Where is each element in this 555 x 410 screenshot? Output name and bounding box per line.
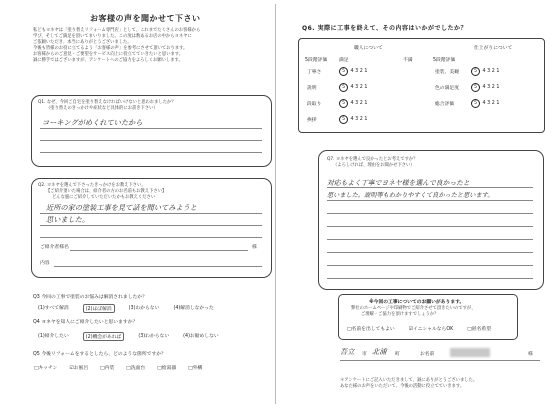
- q7-box: [318, 150, 544, 290]
- q7-hint: （よろしければ、理由をお聞かせ下さい）: [333, 163, 415, 168]
- q7-question: Q7. ヨネヤを選んで良かったとお考えですか？: [327, 157, 418, 162]
- q2-question: Q2. ヨネヤを選んで下さったきっかけをお教え下さい。: [38, 183, 146, 188]
- permission-option[interactable]: □名前を出してもよい: [347, 327, 395, 332]
- q6-rating-label: 5段階評価: [305, 58, 328, 63]
- q4-option[interactable]: (3)わからない: [138, 334, 170, 339]
- name-label: お名前: [420, 352, 435, 357]
- rating-scale[interactable]: 5 4 3 2 1: [471, 99, 499, 108]
- left-title: お客様の声を聞かせて下さい: [90, 14, 201, 23]
- q3-option-selected[interactable]: (2)ほぼ解消: [83, 304, 115, 313]
- q4-option[interactable]: (1)紹介したい: [38, 334, 69, 339]
- q3-option[interactable]: (4)解消しなかった: [173, 306, 214, 311]
- page-divider: [275, 4, 276, 404]
- rating-row-label: 総合評価: [435, 102, 455, 107]
- intro-line: 誠に勝手ではございますが、アンケートへのご協力をよろしくお願いします。: [33, 58, 183, 63]
- q1-hint: （塗り替えのきっかけや症状など具体的にお書き下さい）: [46, 106, 158, 111]
- permission-title: ※今回の工事についてのお願いがあります。: [369, 300, 465, 305]
- q6-rating-box: [298, 38, 545, 133]
- town-suffix: 町: [395, 352, 400, 357]
- rating-row-label: 色の満足度: [435, 86, 459, 91]
- rating-scale[interactable]: 5 4 3 2 1: [339, 115, 367, 124]
- q7-answer-line: 思いました。説明等もわかりやすくて良かったと思います。: [327, 192, 494, 199]
- ward-handwritten: 北浦: [372, 347, 387, 356]
- rating-row-label: 挨拶: [307, 118, 317, 123]
- permission-box: [338, 294, 518, 340]
- intro-line: 私どもヨネヤは「塗り替えリフォーム専門店」として、これまでたくさんのお客様から: [33, 28, 201, 33]
- q3-option[interactable]: (3)わからない: [128, 306, 160, 311]
- rating-scale[interactable]: 5 4 3 2 1: [339, 99, 367, 108]
- q3-options: [38, 304, 268, 313]
- q5-option[interactable]: □給湯器: [157, 366, 177, 371]
- redacted-name: [450, 348, 490, 357]
- rating-row-label: 丁寧さ: [307, 70, 322, 75]
- name-row: [340, 347, 540, 361]
- q5-option[interactable]: □外構: [188, 366, 203, 371]
- q4-option[interactable]: (4)お勧めしない: [183, 334, 219, 339]
- scale-high: 不満: [403, 58, 413, 63]
- q1-answer: コーキングがめくれていたから: [42, 118, 143, 127]
- scale-low: 満足: [339, 58, 349, 63]
- q6-rating-label-right: 5段階評価: [433, 58, 456, 63]
- q4-question: Q4 ヨネヤを知人にご紹介したいと思いますか？: [33, 320, 138, 325]
- q5-option[interactable]: □洗面台: [126, 366, 146, 371]
- rating-scale[interactable]: 5 4 3 2 1: [339, 67, 367, 76]
- name-suffix: 様: [528, 352, 533, 357]
- permission-text: 弊社のホームページや印刷物でご紹介させて頂きたいのですが、: [351, 306, 476, 311]
- rating-scale[interactable]: 5 4 3 2 1: [339, 83, 367, 92]
- q2-hint: 【ご紹介頂いた場合は、紹介者の方のお名前もお教え下さい】: [46, 189, 167, 194]
- rating-scale[interactable]: 5 4 3 2 1: [471, 67, 499, 76]
- referrer-suffix: 様: [252, 245, 257, 250]
- q1-box: [31, 95, 272, 167]
- intro-text: [33, 28, 268, 64]
- q4-options: [38, 332, 268, 341]
- permission-options: [347, 325, 491, 332]
- intro-line: ご依頼いただき、本当にありがとうございました。: [33, 40, 132, 45]
- q4-option-selected[interactable]: (2)機会があれば: [83, 332, 125, 341]
- q6-col1-header: 職人について: [354, 46, 383, 51]
- q3-question: Q3 今回の工事で塗装のお悩みは解消されましたか？: [33, 295, 147, 300]
- footnote: あなた様のお声をいただいて、今後の活動に役立てていきます。: [340, 384, 465, 389]
- intro-line: 学び、そしてご満足を頂いてまいりました。この度は数あるお店の中からヨネヤに: [33, 34, 192, 39]
- referrer-label: ご紹介者様名: [40, 245, 69, 250]
- intro-line: お客様からのご意見・ご要望をサービス向上に役立てていきたいと思います。: [33, 52, 184, 57]
- city-suffix: 市: [362, 352, 367, 357]
- footnote: ＊アンケートにご記入いただきまして、誠にありがとうございました。: [340, 378, 478, 383]
- q5-option[interactable]: □キッチン: [34, 366, 58, 371]
- q7-answer-line: 対応もよく丁寧でヨネヤ様を選んで良かったと: [327, 179, 470, 187]
- content-label: 内容: [40, 261, 50, 266]
- permission-option[interactable]: □匿名希望: [467, 327, 492, 332]
- q2-hint: どんな風にご紹介していただいたかもお教えください: [52, 195, 156, 200]
- q5-option[interactable]: □内装: [100, 366, 115, 371]
- intro-line: 今後も皆様のお役に立てるよう「お客様の声」を参考にさせて頂いております。: [33, 46, 188, 51]
- q6-question: Q6. 実際に工事を終えて、その内容はいかがでしたか？: [302, 25, 468, 32]
- q3-option[interactable]: (1)すべて解消: [38, 306, 69, 311]
- q5-question: Q5 今後リフォームをするとしたら、どのような箇所ですか？: [33, 352, 166, 357]
- rating-row-label: 塗装、美観: [435, 70, 459, 75]
- permission-text: ご理解・ご協力を頂けますでしょうか？: [361, 312, 439, 317]
- rating-row-label: 段取り: [307, 102, 322, 107]
- q1-question: Q1. なぜ、今回ご自宅を塗り替えなければいけないと思われましたか？: [38, 100, 176, 105]
- q2-box: [31, 178, 272, 278]
- q5-options: [34, 364, 269, 371]
- rating-row-label: 説明: [307, 86, 317, 91]
- q2-answer-line: 近所の家の塗装工事を見て話を聞いてみようと: [46, 203, 197, 212]
- city-handwritten: 吾立: [340, 347, 355, 356]
- q5-option-checked[interactable]: ☑お風呂: [69, 366, 89, 371]
- permission-option-checked[interactable]: ☑イニシャルならOK: [408, 327, 454, 332]
- q6-col2-header: 仕上がりについて: [474, 46, 513, 51]
- rating-scale[interactable]: 5 4 3 2 1: [471, 83, 499, 92]
- q2-answer-line: 思いました。: [46, 215, 90, 224]
